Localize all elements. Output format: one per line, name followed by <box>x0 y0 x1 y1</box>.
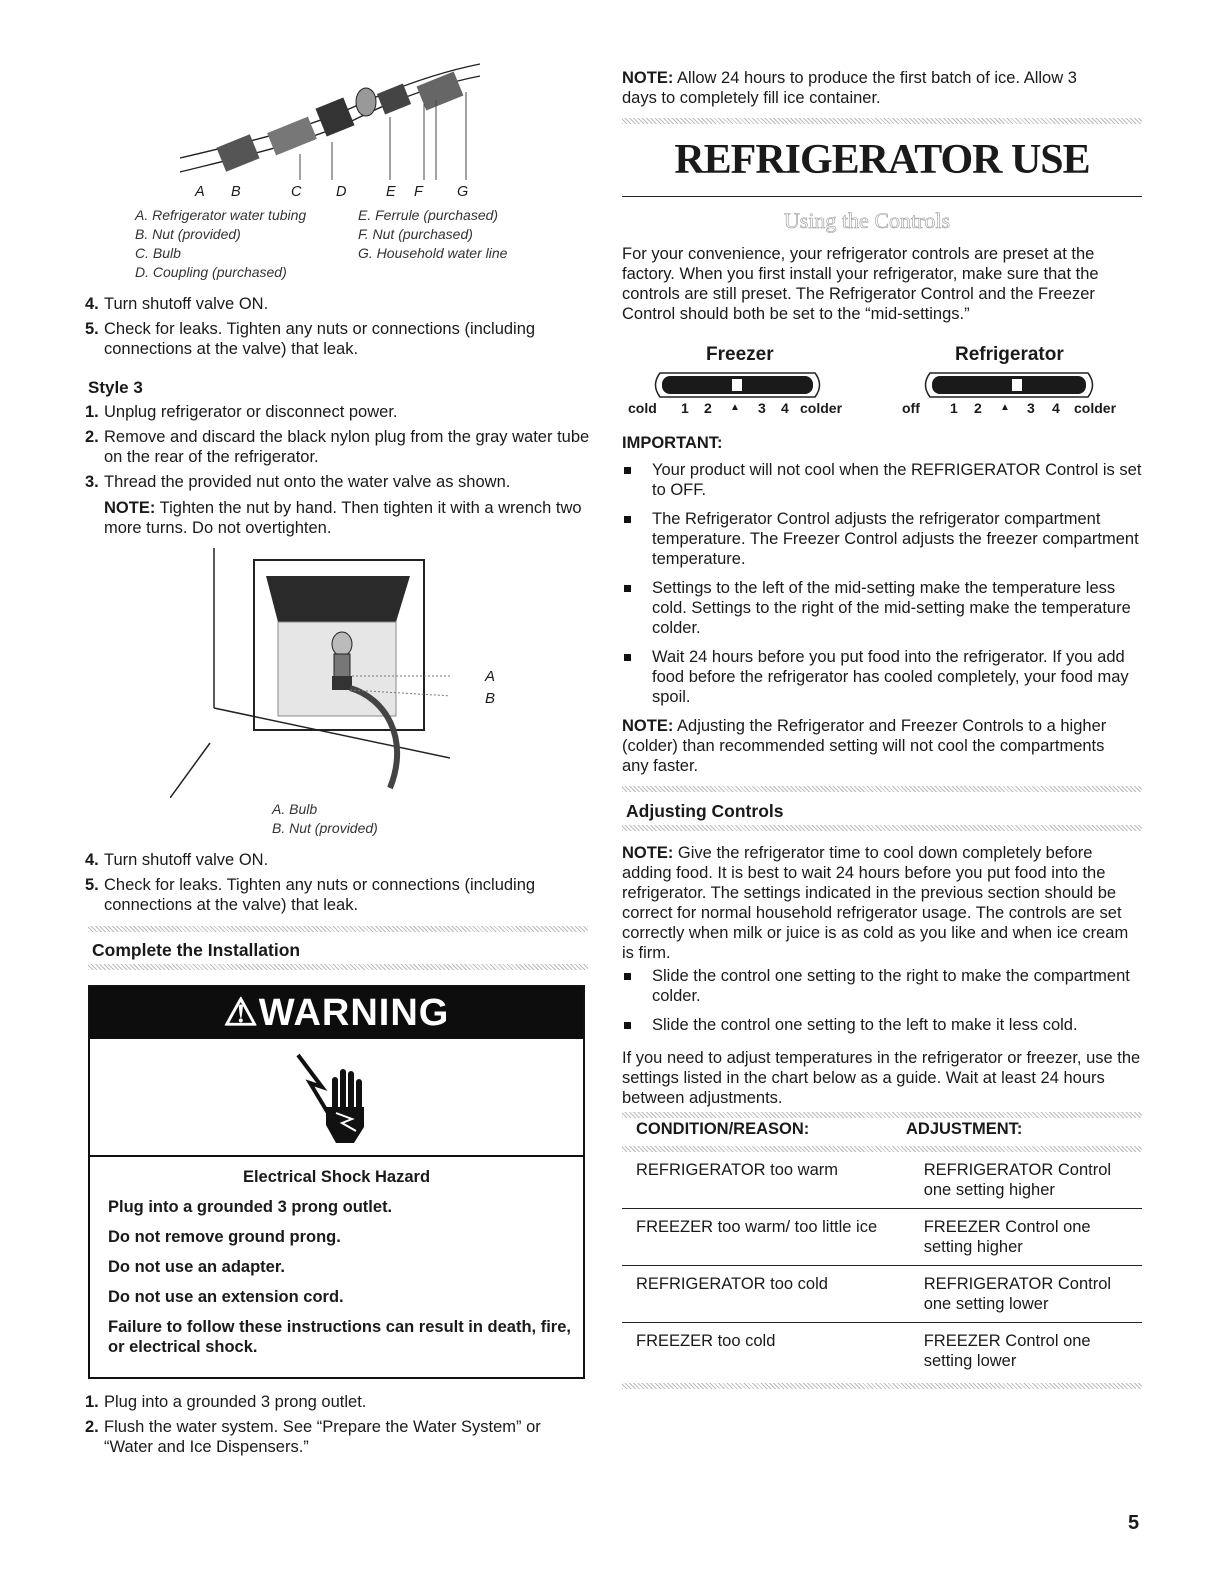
table-cell: FREEZER Control one setting lower <box>923 1332 1091 1370</box>
steps-list-a <box>85 294 588 364</box>
steps-list-c <box>85 1392 588 1462</box>
scale-label: 2 <box>704 400 712 416</box>
warning-line: Do not use an extension cord. <box>108 1288 344 1306</box>
list-item: 3. Thread the provided nut onto the water valve as shown. <box>85 473 511 491</box>
table-row <box>622 1266 1142 1323</box>
list-item: Your product will not cool when the REFRIGERATOR Control is set to OFF. <box>622 460 1142 500</box>
style3-steps <box>85 402 593 497</box>
list-item: 2. Remove and discard the black nylon plug from the gray water tube on the rear of the refrigerator. <box>85 428 590 466</box>
table-cell: FREEZER too warm/ too little ice <box>622 1209 910 1266</box>
steps-list-b <box>85 850 588 920</box>
scale-label: 3 <box>1027 400 1035 416</box>
fig1-letter: G <box>457 184 469 200</box>
legend-item: F. Nut (purchased) <box>358 226 473 242</box>
hazard-title: Electrical Shock Hazard <box>242 1168 431 1186</box>
legend-item: D. Coupling (purchased) <box>135 264 287 280</box>
adjust-bullets <box>622 966 1142 1044</box>
water-valve-illustration <box>170 548 450 798</box>
subsection-title: Using the Controls <box>783 208 951 233</box>
divider <box>622 825 1142 831</box>
fig1-letter: D <box>336 184 347 200</box>
scale-label: 4 <box>1052 400 1060 416</box>
list-item: Slide the control one setting to the left to make it less cold. <box>622 1015 1142 1035</box>
list-item: 1. Plug into a grounded 3 prong outlet. <box>85 1393 367 1411</box>
list-item: 1. Unplug refrigerator or disconnect power. <box>85 403 398 421</box>
table-cell: FREEZER too cold <box>636 1332 776 1350</box>
warning-line: Do not remove ground prong. <box>108 1228 341 1246</box>
adjustment-table <box>622 1120 1142 1389</box>
legend-item: A. Refrigerator water tubing <box>135 207 307 223</box>
controls-intro: For your convenience, your refrigerator controls are preset at the factory. When you first install your refrigerator, make sure that the controls are still preset. The Refrigerator Control and the Freezer Control should both be set to the “mid-settings.” <box>622 245 1099 323</box>
divider <box>622 196 1142 197</box>
column-header: CONDITION/REASON: <box>636 1120 810 1138</box>
table-cell: REFRIGERATOR too cold <box>622 1266 910 1323</box>
table-cell: REFRIGERATOR Control one setting higher <box>910 1152 1142 1209</box>
shock-hazard-icon <box>90 1039 583 1157</box>
callout-b: B <box>485 690 496 707</box>
section-title: REFRIGERATOR USE <box>674 137 1090 183</box>
list-item: 4. Turn shutoff valve ON. <box>85 295 269 313</box>
style3-heading: Style 3 <box>88 378 143 397</box>
important-label: IMPORTANT: <box>622 434 723 452</box>
warning-line: Plug into a grounded 3 prong outlet. <box>108 1198 393 1216</box>
scale-label: ▲ <box>1000 402 1010 413</box>
complete-installation-heading: Complete the Installation <box>92 940 301 960</box>
warning-line: Do not use an adapter. <box>108 1258 285 1276</box>
fig1-letter: A <box>195 184 205 200</box>
divider <box>622 1112 1142 1118</box>
legend-item: B. Nut (provided) <box>135 226 241 242</box>
scale-label: cold <box>628 400 657 416</box>
list-item: 2. Flush the water system. See “Prepare the Water System” or “Water and Ice Dispensers.” <box>85 1418 541 1456</box>
adjust-after: If you need to adjust temperatures in the refrigerator or freezer, use the settings listed in the chart below as a guide. Wait at least 24 hours between adjustments. <box>622 1049 1141 1107</box>
water-line-fitting-illustration <box>180 62 490 182</box>
divider <box>622 786 1142 792</box>
divider <box>622 118 1142 124</box>
legend-item: G. Household water line <box>358 245 508 261</box>
fig1-letter: F <box>414 184 423 200</box>
page-number: 5 <box>1128 1512 1140 1534</box>
list-item: Slide the control one setting to the right to make the compartment colder. <box>622 966 1142 1006</box>
scale-label: 1 <box>681 400 689 416</box>
scale-label: 1 <box>950 400 958 416</box>
column-header: ADJUSTMENT: <box>906 1120 1023 1138</box>
refrigerator-slider <box>920 370 1098 400</box>
table-row <box>622 1152 1142 1209</box>
list-item: 4. Turn shutoff valve ON. <box>85 851 269 869</box>
fig2-legend <box>272 800 378 838</box>
fig1-legend-right <box>358 206 507 263</box>
list-item: The Refrigerator Control adjusts the refrigerator compartment temperature. The Freezer Control adjusts the freezer compartment temperature. <box>622 509 1142 569</box>
scale-label: off <box>902 400 920 416</box>
freezer-dial-label: Freezer <box>706 344 774 365</box>
scale-label: 3 <box>758 400 766 416</box>
list-item: 5. Check for leaks. Tighten any nuts or connections (including connections at the valve) that leak. <box>85 876 536 914</box>
warning-box <box>88 985 585 1379</box>
table-cell: FREEZER Control one setting higher <box>910 1209 1142 1266</box>
divider <box>88 964 588 970</box>
style3-note: NOTE: Tighten the nut by hand. Then tighten it with a wrench two more turns. Do not overtighten. <box>104 499 582 537</box>
adjusting-controls-heading: Adjusting Controls <box>626 801 784 821</box>
fig1-letter: B <box>231 184 241 200</box>
table-body <box>622 1152 1142 1379</box>
note-2: NOTE: Adjusting the Refrigerator and Freezer Controls to a higher (colder) than recommended setting will not cool the compartments any faster. <box>622 717 1107 775</box>
scale-label: 2 <box>974 400 982 416</box>
callout-a: A <box>485 668 496 685</box>
list-item: 5. Check for leaks. Tighten any nuts or connections (including connections at the valve) that leak. <box>85 320 536 358</box>
warning-text <box>90 1157 583 1357</box>
divider <box>88 926 588 932</box>
fig1-legend-left <box>135 206 306 282</box>
fig1-letter: C <box>291 184 302 200</box>
warning-title: ⚠WARNING <box>90 987 583 1039</box>
list-item: Settings to the left of the mid-setting make the temperature less cold. Settings to the right of the mid-setting make the temperature colder. <box>622 578 1142 638</box>
table-row <box>622 1209 1142 1266</box>
refrigerator-dial-label: Refrigerator <box>955 344 1064 365</box>
important-bullets <box>622 460 1142 716</box>
legend-item: E. Ferrule (purchased) <box>358 207 499 223</box>
warning-line: Failure to follow these instructions can result in death, fire, or electrical shock. <box>108 1318 571 1356</box>
scale-label: 4 <box>781 400 789 416</box>
legend-item: B. Nut (provided) <box>272 820 378 836</box>
table-cell: REFRIGERATOR Control one setting lower <box>910 1266 1142 1323</box>
divider <box>622 1383 1142 1389</box>
fig1-letter: E <box>386 184 396 200</box>
scale-label: colder <box>800 400 843 416</box>
freezer-slider <box>650 370 825 400</box>
list-item: Wait 24 hours before you put food into the refrigerator. If you add food before the refrigerator has cooled completely, your food may spoil. <box>622 647 1142 707</box>
legend-item: C. Bulb <box>135 245 181 261</box>
legend-item: A. Bulb <box>272 801 318 817</box>
table-row <box>622 1323 1142 1380</box>
scale-label: ▲ <box>730 402 740 413</box>
scale-label: colder <box>1074 400 1117 416</box>
note-3: NOTE: Give the refrigerator time to cool down completely before adding food. It is best to wait 24 hours before you put food into the refrigerator. The settings indicated in the previous section should be correct for normal household refrigerator usage. The controls are set correctly when milk or juice is as cold as you like and when ice cream is firm. <box>622 844 1129 962</box>
table-header <box>622 1120 1142 1146</box>
table-cell: REFRIGERATOR too warm <box>622 1152 910 1209</box>
top-note: NOTE: Allow 24 hours to produce the first batch of ice. Allow 3 days to completely fill ice container. <box>622 69 1077 107</box>
